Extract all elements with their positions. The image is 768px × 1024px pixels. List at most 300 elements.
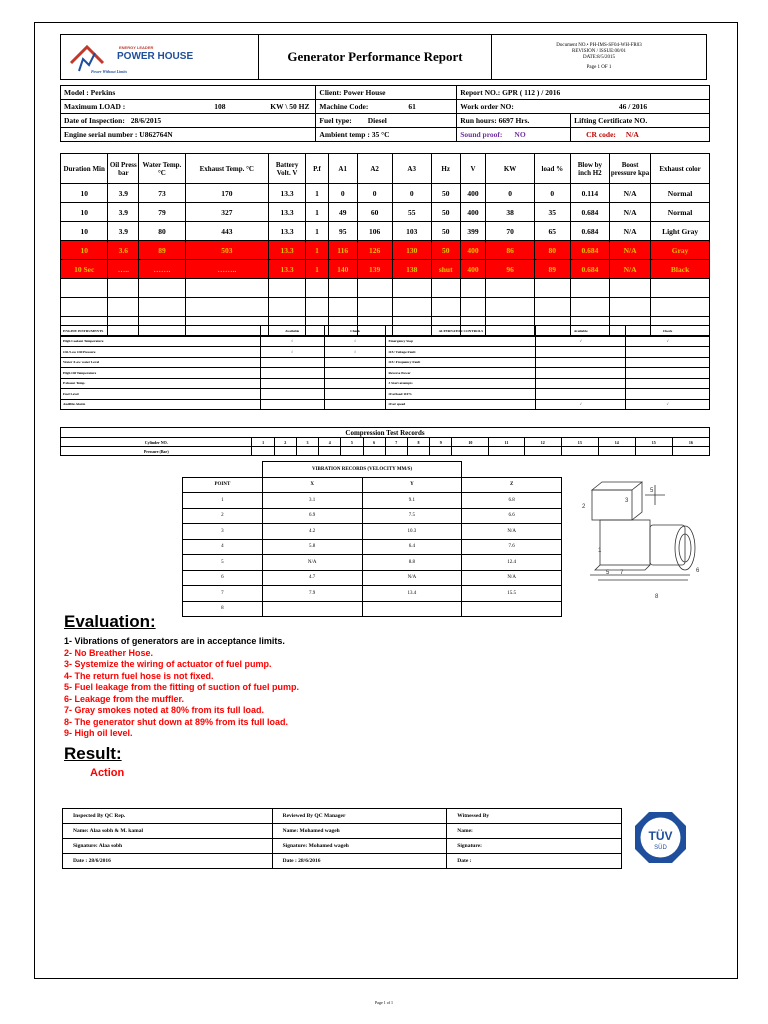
- perf-empty-cell: [306, 298, 329, 317]
- perf-cell: 1: [306, 222, 329, 241]
- vibration-title: VIBRATION RECORDS (VELOCITY MM/S): [262, 462, 461, 478]
- perf-cell: 443: [185, 222, 268, 241]
- perf-header-cell: A2: [357, 154, 392, 184]
- perf-header-cell: Oil Press bar: [108, 154, 139, 184]
- perf-header-cell: A1: [328, 154, 357, 184]
- compression-title: Compression Test Records: [61, 428, 710, 438]
- perf-empty-cell: [139, 279, 185, 298]
- controls-row: [61, 368, 710, 379]
- perf-cell: 0.684: [570, 260, 609, 279]
- client: Client: Power House: [316, 86, 457, 100]
- controls-right-header: ALTERNATOR CONTROLS: [386, 326, 536, 337]
- signature-row: [63, 854, 622, 869]
- perf-empty-cell: [108, 298, 139, 317]
- controls-table: [60, 325, 710, 410]
- perf-cell: 89: [534, 260, 570, 279]
- perf-cell: 0.684: [570, 241, 609, 260]
- evaluation-item: 1- Vibrations of generators are in acceptance limits.: [64, 636, 285, 646]
- perf-cell: 170: [185, 184, 268, 203]
- vibration-row: [183, 493, 562, 509]
- perf-cell: 0.114: [570, 184, 609, 203]
- perf-cell: 1: [306, 203, 329, 222]
- check-mark: [626, 389, 710, 400]
- compression-table: [60, 427, 710, 456]
- perf-header-cell: Water Temp. °C: [139, 154, 185, 184]
- badge-sub: SÜD: [654, 845, 667, 851]
- signature-cell: Inspected By QC Rep.: [63, 809, 273, 824]
- vibration-row: [183, 524, 562, 540]
- perf-header-cell: A3: [392, 154, 431, 184]
- signature-cell: Signature: Mohamed wageh: [272, 839, 447, 854]
- perf-empty-cell: [609, 298, 650, 317]
- evaluation-item: 2- No Breather Hose.: [64, 647, 154, 658]
- perf-cell: 0.684: [570, 222, 609, 241]
- check-mark: [324, 368, 386, 379]
- perf-cell: 50: [431, 222, 460, 241]
- controls-left-item: High Oil Temperature: [61, 368, 261, 379]
- cylinder-number: 15: [635, 438, 672, 447]
- perf-empty-cell: [306, 279, 329, 298]
- evaluation-title: Evaluation:: [64, 612, 156, 631]
- cylinder-number: 11: [489, 438, 524, 447]
- cylinder-number: 13: [561, 438, 598, 447]
- drawing-top-box: [592, 490, 632, 520]
- vibration-cell: N/A: [462, 524, 562, 540]
- machine-code: Machine Code: 61: [316, 100, 457, 114]
- fuel-type: Fuel type: Diesel: [316, 114, 457, 128]
- perf-cell: 3.9: [108, 222, 139, 241]
- vibration-header-cell: POINT: [183, 477, 263, 493]
- perf-header-cell: Blow by inch H2: [570, 154, 609, 184]
- perf-empty-cell: [431, 279, 460, 298]
- controls-row: [61, 357, 710, 368]
- perf-empty-cell: [486, 279, 534, 298]
- perf-cell: …..: [108, 260, 139, 279]
- perf-empty-cell: [269, 279, 306, 298]
- perf-cell: 126: [357, 241, 392, 260]
- perf-header-cell: KW: [486, 154, 534, 184]
- evaluation-item: 6- Leakage from the muffler.: [64, 693, 185, 704]
- perf-empty-cell: [392, 298, 431, 317]
- perf-cell: 80: [534, 241, 570, 260]
- max-load: Maximum LOAD : 108 KW \ 50 HZ: [61, 100, 316, 114]
- vibration-cell: 4.2: [262, 524, 362, 540]
- vibration-cell: N/A: [462, 570, 562, 586]
- perf-cell: 13.3: [269, 260, 306, 279]
- perf-cell: 400: [460, 260, 486, 279]
- signature-cell: Signature:: [447, 839, 622, 854]
- result-section: [64, 744, 124, 779]
- vibration-cell: 3: [183, 524, 263, 540]
- perf-header-cell: V: [460, 154, 486, 184]
- vibration-cell: [462, 601, 562, 617]
- page-footer: Page 1 of 1: [374, 1000, 394, 1005]
- check-mark: [260, 399, 324, 410]
- pressure-cell: [635, 447, 672, 456]
- vibration-cell: 6.8: [462, 493, 562, 509]
- perf-empty-cell: [357, 279, 392, 298]
- doc-page: Page 1 OF 1: [586, 65, 612, 70]
- perf-cell: Light Gray: [651, 222, 710, 241]
- lifting-certificate: Lifting Certificate NO.: [571, 114, 710, 128]
- perf-cell: 65: [534, 222, 570, 241]
- vibration-row: [183, 508, 562, 524]
- perf-cell: 400: [460, 184, 486, 203]
- perf-empty-cell: [185, 298, 268, 317]
- perf-cell: 116: [328, 241, 357, 260]
- signature-cell: Name:: [447, 824, 622, 839]
- evaluation-item: 4- The return fuel hose is not fixed.: [64, 670, 214, 681]
- controls-check-header: Check: [626, 326, 710, 337]
- vibration-cell: 6: [183, 570, 263, 586]
- pressure-cell: [489, 447, 524, 456]
- compression-cylinder-row: [61, 438, 710, 447]
- perf-empty-cell: [328, 298, 357, 317]
- perf-empty-cell: [392, 279, 431, 298]
- check-mark: [536, 347, 626, 358]
- controls-left-item: High Coolant Temperature: [61, 336, 261, 347]
- perf-empty-cell: [108, 279, 139, 298]
- check-mark: √: [536, 399, 626, 410]
- result-title: Result:: [64, 744, 122, 763]
- vibration-cell: 12.4: [462, 555, 562, 571]
- perf-cell: 106: [357, 222, 392, 241]
- perf-header-cell: load %: [534, 154, 570, 184]
- check-mark: [626, 347, 710, 358]
- perf-cell: 399: [460, 222, 486, 241]
- vibration-cell: 7.9: [262, 586, 362, 602]
- perf-cell: 35: [534, 203, 570, 222]
- cylinder-number: 6: [363, 438, 385, 447]
- perf-cell: 13.3: [269, 222, 306, 241]
- perf-cell: 1: [306, 241, 329, 260]
- vibration-row: [183, 570, 562, 586]
- check-mark: [536, 357, 626, 368]
- generator-drawing: [570, 470, 710, 600]
- perf-cell: 10 Sec: [61, 260, 108, 279]
- check-mark: [536, 368, 626, 379]
- perf-header-cell: Battery Volt. V: [269, 154, 306, 184]
- vibration-row: [183, 539, 562, 555]
- page-title: Generator Performance Report: [259, 35, 492, 80]
- perf-empty-cell: [185, 279, 268, 298]
- pressure-label: Pressure (Bar): [61, 447, 252, 456]
- perf-cell: …….: [139, 260, 185, 279]
- signature-row: [63, 809, 622, 824]
- perf-cell: 73: [139, 184, 185, 203]
- check-mark: [260, 389, 324, 400]
- controls-left-item: Exhaust Temp.: [61, 378, 261, 389]
- badge-iso: ISO 9001: [652, 818, 669, 823]
- svg-text:5: 5: [606, 570, 610, 576]
- check-mark: √: [626, 399, 710, 410]
- check-mark: [536, 378, 626, 389]
- perf-cell: 400: [460, 241, 486, 260]
- evaluation-item: 3- Systemize the wiring of actuator of fuel pump.: [64, 659, 272, 669]
- controls-row: [61, 389, 710, 400]
- check-mark: [324, 357, 386, 368]
- perf-cell: Normal: [651, 184, 710, 203]
- controls-header-row: [61, 326, 710, 337]
- controls-left-item: Audible Alarm: [61, 399, 261, 410]
- vibration-row: [183, 586, 562, 602]
- perf-cell: 50: [431, 241, 460, 260]
- check-mark: [260, 368, 324, 379]
- check-mark: [626, 368, 710, 379]
- vibration-cell: 8: [183, 601, 263, 617]
- perf-cell: 50: [431, 203, 460, 222]
- perf-empty-cell: [61, 279, 108, 298]
- perf-cell: 3.9: [108, 184, 139, 203]
- controls-row: [61, 378, 710, 389]
- perf-empty-cell: [357, 298, 392, 317]
- perf-row: [61, 203, 710, 222]
- perf-cell: 50: [431, 184, 460, 203]
- pressure-cell: [672, 447, 709, 456]
- svg-text:5: 5: [650, 488, 654, 494]
- perf-cell: N/A: [609, 222, 650, 241]
- controls-left-header: ENGINE INSTRUMENTS: [61, 326, 261, 337]
- svg-text:8: 8: [655, 594, 659, 600]
- perf-empty-cell: [269, 298, 306, 317]
- perf-cell: 103: [392, 222, 431, 241]
- perf-cell: 55: [392, 203, 431, 222]
- perf-cell: 95: [328, 222, 357, 241]
- perf-empty-cell: [651, 279, 710, 298]
- cylinder-number: 2: [274, 438, 296, 447]
- doc-revision: REVISION / ISSUE:00/01: [572, 49, 626, 54]
- signature-cell: Name: Mohamed wageh: [272, 824, 447, 839]
- perf-header-cell: Boost pressure kpa: [609, 154, 650, 184]
- perf-cell: ……..: [185, 260, 268, 279]
- perf-cell: 0: [534, 184, 570, 203]
- cylinder-number: 14: [598, 438, 635, 447]
- perf-cell: 13.3: [269, 184, 306, 203]
- perf-cell: 10: [61, 241, 108, 260]
- check-mark: [536, 389, 626, 400]
- perf-cell: 10: [61, 184, 108, 203]
- perf-cell: 80: [139, 222, 185, 241]
- svg-text:2: 2: [582, 504, 586, 510]
- perf-cell: 38: [486, 203, 534, 222]
- perf-header-cell: P.f: [306, 154, 329, 184]
- vibration-cell: 4: [183, 539, 263, 555]
- perf-cell: 79: [139, 203, 185, 222]
- check-mark: [324, 389, 386, 400]
- cylinder-number: 9: [430, 438, 452, 447]
- perf-cell: N/A: [609, 260, 650, 279]
- cylinder-number: 8: [407, 438, 429, 447]
- evaluation-section: [64, 612, 299, 740]
- info-table: [60, 85, 710, 142]
- check-mark: √: [324, 336, 386, 347]
- vibration-cell: 5.8: [262, 539, 362, 555]
- controls-available-header: Available: [260, 326, 324, 337]
- perf-cell: 0: [392, 184, 431, 203]
- performance-table: [60, 153, 710, 336]
- perf-row: [61, 260, 710, 279]
- tuv-certification-badge: [633, 810, 688, 865]
- perf-cell: 3.9: [108, 203, 139, 222]
- perf-empty-cell: [460, 279, 486, 298]
- perf-cell: 70: [486, 222, 534, 241]
- vibration-cell: N/A: [362, 570, 462, 586]
- vibration-cell: 1: [183, 493, 263, 509]
- doc-info: [492, 35, 707, 80]
- sound-proof: Sound proof: NO: [457, 128, 571, 142]
- pressure-cell: [341, 447, 363, 456]
- svg-text:3: 3: [625, 498, 629, 504]
- perf-cell: 400: [460, 203, 486, 222]
- vibration-cell: 9.1: [362, 493, 462, 509]
- cylinder-number: 16: [672, 438, 709, 447]
- perf-cell: Normal: [651, 203, 710, 222]
- cylinder-number: 12: [524, 438, 561, 447]
- cylinder-number: 1: [252, 438, 274, 447]
- report-header: [60, 34, 707, 80]
- controls-left-item: Oil /Low Oil Pressure: [61, 347, 261, 358]
- perf-empty-cell: [651, 298, 710, 317]
- cylinder-number: 5: [341, 438, 363, 447]
- check-mark: √: [260, 336, 324, 347]
- perf-cell: 0: [328, 184, 357, 203]
- pressure-cell: [274, 447, 296, 456]
- vibration-cell: 7: [183, 586, 263, 602]
- perf-cell: 60: [357, 203, 392, 222]
- pressure-cell: [296, 447, 318, 456]
- perf-cell: 49: [328, 203, 357, 222]
- check-mark: √: [260, 347, 324, 358]
- controls-right-item: Overload 110%: [386, 389, 536, 400]
- check-mark: [324, 399, 386, 410]
- perf-cell: 96: [486, 260, 534, 279]
- vibration-header-cell: X: [262, 477, 362, 493]
- work-order: Work order NO: 46 / 2016: [457, 100, 710, 114]
- perf-empty-cell: [328, 279, 357, 298]
- logo-cell: [61, 35, 259, 80]
- signature-cell: Reviewed By QC Manager: [272, 809, 447, 824]
- perf-header-cell: Hz: [431, 154, 460, 184]
- badge-name: TÜV: [648, 829, 673, 843]
- check-mark: [626, 378, 710, 389]
- svg-text:7: 7: [620, 570, 624, 576]
- perf-cell: 10: [61, 203, 108, 222]
- vibration-header-cell: Y: [362, 477, 462, 493]
- doc-date: DATE:8/5/2015: [583, 55, 615, 60]
- perf-empty-cell: [570, 298, 609, 317]
- pressure-cell: [407, 447, 429, 456]
- controls-check-header: Check: [324, 326, 386, 337]
- signature-cell: Name: Alaa sobh & M. kamal: [63, 824, 273, 839]
- vibration-cell: 3.1: [262, 493, 362, 509]
- perf-header-cell: Exhaust Temp. °C: [185, 154, 268, 184]
- svg-text:6: 6: [696, 568, 700, 574]
- signature-row: [63, 839, 622, 854]
- perf-cell: shut: [431, 260, 460, 279]
- pressure-cell: [598, 447, 635, 456]
- pressure-cell: [385, 447, 407, 456]
- controls-right-item: Emergency Stop: [386, 336, 536, 347]
- perf-cell: 130: [392, 241, 431, 260]
- perf-row: [61, 184, 710, 203]
- cylinder-label: Cylinder NO.: [61, 438, 252, 447]
- perf-empty-cell: [61, 298, 108, 317]
- perf-cell: Black: [651, 260, 710, 279]
- vibration-cell: 15.5: [462, 586, 562, 602]
- perf-empty-cell: [534, 279, 570, 298]
- signature-table: [62, 808, 622, 869]
- vibration-cell: 7.5: [362, 508, 462, 524]
- perf-cell: 13.3: [269, 241, 306, 260]
- pressure-cell: [252, 447, 274, 456]
- evaluation-item: 7- Gray smokes noted at 80% from its full load.: [64, 705, 265, 715]
- pressure-cell: [363, 447, 385, 456]
- vibration-table: [182, 461, 562, 617]
- perf-cell: 13.3: [269, 203, 306, 222]
- check-mark: √: [324, 347, 386, 358]
- perf-cell: 139: [357, 260, 392, 279]
- signature-cell: Date :: [447, 854, 622, 869]
- perf-cell: 1: [306, 184, 329, 203]
- perf-cell: 3.6: [108, 241, 139, 260]
- logo-name: POWER HOUSE: [117, 51, 194, 62]
- perf-empty-cell: [534, 298, 570, 317]
- controls-left-item: Water /Low water Level: [61, 357, 261, 368]
- evaluation-item: 9- High oil level.: [64, 728, 133, 738]
- perf-cell: N/A: [609, 203, 650, 222]
- perf-cell: 86: [486, 241, 534, 260]
- check-mark: [324, 378, 386, 389]
- check-mark: [260, 357, 324, 368]
- vibration-cell: 13.4: [362, 586, 462, 602]
- vibration-cell: 7.6: [462, 539, 562, 555]
- vibration-cell: 4.7: [262, 570, 362, 586]
- vibration-cell: 5: [183, 555, 263, 571]
- vibration-cell: 10.3: [362, 524, 462, 540]
- controls-right-item: O/U Frequency Fault: [386, 357, 536, 368]
- vibration-title-row: [183, 462, 562, 478]
- run-hours: Run hours: 6697 Hrs.: [457, 114, 571, 128]
- check-mark: [260, 378, 324, 389]
- perf-cell: N/A: [609, 184, 650, 203]
- perf-empty-cell: [570, 279, 609, 298]
- perf-row: [61, 241, 710, 260]
- engine-serial: Engine serial number : U862764N: [61, 128, 316, 142]
- pressure-cell: [430, 447, 452, 456]
- perf-header-cell: Exhaust color: [651, 154, 710, 184]
- controls-right-item: 3 Start attempts: [386, 378, 536, 389]
- perf-cell: Gray: [651, 241, 710, 260]
- pressure-cell: [319, 447, 341, 456]
- svg-text:1: 1: [598, 548, 602, 554]
- controls-right-item: O/U Voltage Fault: [386, 347, 536, 358]
- result-action: Action: [90, 767, 125, 779]
- perf-cell: N/A: [609, 241, 650, 260]
- perf-cell: 138: [392, 260, 431, 279]
- vibration-cell: 6.6: [462, 508, 562, 524]
- signature-cell: Date : 28/6/2016: [272, 854, 447, 869]
- perf-cell: 0: [486, 184, 534, 203]
- compression-pressure-row: [61, 447, 710, 456]
- signature-cell: Signature: Alaa sobh: [63, 839, 273, 854]
- cylinder-number: 7: [385, 438, 407, 447]
- perf-empty-cell: [609, 279, 650, 298]
- vibration-cell: N/A: [262, 555, 362, 571]
- perf-header-cell: Duration Min: [61, 154, 108, 184]
- perf-cell: 10: [61, 222, 108, 241]
- logo-slogan: Power Without Limits: [91, 69, 128, 74]
- perf-cell: 140: [328, 260, 357, 279]
